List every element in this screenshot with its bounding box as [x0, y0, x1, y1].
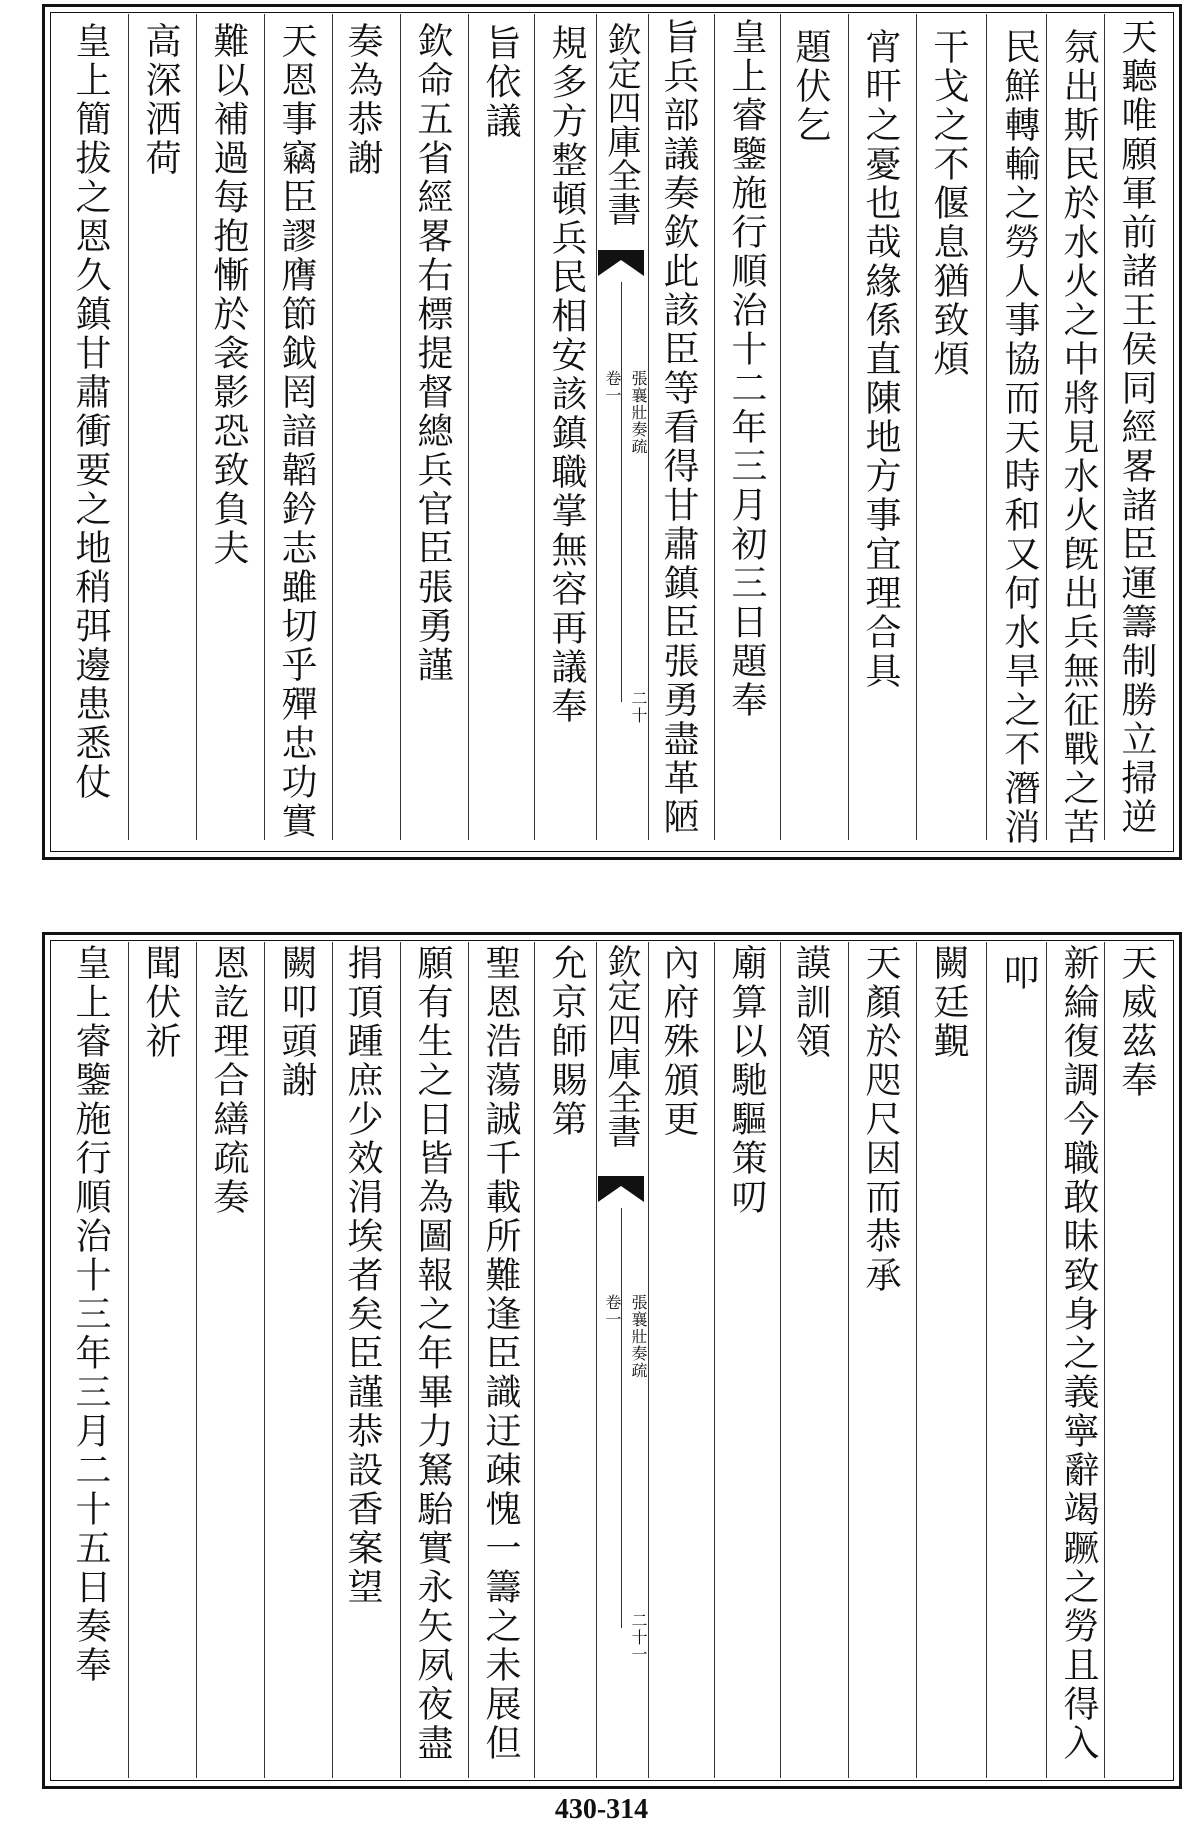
column-text: 皇上簡拔之恩久鎮甘肅衝要之地稍弭邊患悉仗 — [70, 22, 111, 802]
spine-juan-text: 卷一 — [603, 370, 622, 404]
column-rule — [468, 14, 469, 840]
column-rule — [596, 942, 597, 1778]
column-rule — [468, 942, 469, 1778]
column-text: 干戈之不偃息猶致煩 — [928, 28, 969, 379]
column-rule — [986, 942, 987, 1778]
top-column-13 — [276, 22, 317, 841]
bottom-column-7 — [726, 944, 767, 1217]
column-rule — [534, 14, 535, 840]
column-rule — [1104, 14, 1105, 840]
column-rule — [916, 942, 917, 1778]
column-rule — [848, 14, 849, 840]
column-text: 天聽唯願軍前諸王侯同經畧諸臣運籌制勝立掃逆 — [1116, 18, 1157, 837]
spine-leaf-text: 二十一 — [629, 1612, 648, 1663]
bottom-spine-title — [601, 944, 641, 1148]
top-column-6 — [790, 28, 831, 145]
column-rule — [400, 14, 401, 840]
column-rule — [714, 14, 715, 840]
bottom-column-9 — [546, 944, 587, 1139]
top-column-8 — [658, 18, 699, 837]
column-text: 規多方整頓兵民相安該鎮職掌無容再議奉 — [546, 24, 587, 726]
spine-work-text: 張襄壯奏疏 — [629, 1294, 648, 1379]
top-spine-juan — [604, 370, 620, 404]
column-rule — [264, 14, 265, 840]
column-rule — [648, 942, 649, 1778]
top-column-15 — [140, 22, 181, 178]
column-text: 廟算以馳驅策叨 — [726, 944, 767, 1217]
bottom-column-13 — [276, 944, 317, 1100]
column-rule — [596, 14, 597, 840]
column-text: 捐頂踵庶少效涓埃者矣臣謹恭設香案望 — [342, 944, 383, 1607]
top-spine-leaf — [630, 690, 646, 724]
column-text: 皇上睿鑒施行順治十二年三月初三日題奉 — [726, 18, 767, 720]
column-text: 宵旰之憂也哉緣係直陳地方事宜理合具 — [860, 28, 901, 691]
column-rule — [1046, 942, 1047, 1778]
fish-tail-mark-icon — [598, 250, 644, 276]
column-rule — [848, 942, 849, 1778]
top-column-7 — [726, 18, 767, 720]
column-text: 叩 — [998, 954, 1039, 993]
column-rule — [264, 942, 265, 1778]
bottom-column-12 — [342, 944, 383, 1607]
bottom-spine-work — [630, 1294, 646, 1379]
bottom-column-15 — [140, 944, 181, 1061]
top-column-2 — [1058, 28, 1099, 847]
column-text: 謨訓領 — [790, 944, 831, 1061]
column-rule — [648, 14, 649, 840]
column-rule — [1104, 942, 1105, 1778]
column-text: 民鮮轉輸之勞人事協而天時和又何水旱之不潛消 — [999, 28, 1040, 847]
column-text: 天恩事竊臣謬膺節鉞罔諳韜鈐志雖切乎殫忠功實 — [276, 22, 317, 841]
top-column-16 — [70, 22, 111, 802]
column-text: 闕廷覲 — [928, 944, 969, 1061]
top-column-1 — [1116, 18, 1157, 837]
top-column-12 — [342, 22, 383, 178]
column-rule — [1046, 14, 1047, 840]
fish-tail-mark-icon — [598, 1176, 644, 1202]
bottom-column-8 — [658, 944, 699, 1139]
column-text: 奏為恭謝 — [342, 22, 383, 178]
column-rule — [986, 14, 987, 840]
spine-line — [621, 1208, 622, 1628]
spine-leaf-text: 二十 — [629, 690, 648, 724]
column-text: 高深洒荷 — [140, 22, 181, 178]
column-rule — [128, 14, 129, 840]
top-column-3 — [999, 28, 1040, 847]
column-text: 內府殊頒更 — [658, 944, 699, 1139]
bottom-column-16 — [70, 944, 111, 1685]
spine-line — [621, 282, 622, 702]
column-rule — [196, 14, 197, 840]
bottom-spine-juan — [604, 1294, 620, 1328]
bottom-column-4 — [928, 944, 969, 1061]
spine-juan-text: 卷一 — [603, 1294, 622, 1328]
column-text: 願有生之日皆為圖報之年畢力駑駘實永矢夙夜盡 — [412, 944, 453, 1763]
top-column-5 — [860, 28, 901, 691]
spine-title-text: 欽定四庫全書 — [601, 22, 641, 226]
column-text: 欽命五省經畧右標提督總兵官臣張勇謹 — [412, 22, 453, 685]
column-rule — [332, 14, 333, 840]
bottom-column-6 — [790, 944, 831, 1061]
column-rule — [916, 14, 917, 840]
column-rule — [714, 942, 715, 1778]
bottom-column-2 — [1058, 944, 1099, 1763]
top-column-11 — [412, 22, 453, 685]
spine-work-text: 張襄壯奏疏 — [629, 370, 648, 455]
page-number: 430-314 — [554, 1794, 649, 1825]
column-text: 恩訖理合繕疏奏 — [208, 944, 249, 1217]
bottom-spine-leaf — [630, 1612, 646, 1663]
column-text: 皇上睿鑒施行順治十三年三月二十五日奏奉 — [70, 944, 111, 1685]
column-text: 旨兵部議奏欽此該臣等看得甘肅鎮臣張勇盡革陋 — [658, 18, 699, 837]
top-column-10 — [480, 24, 521, 141]
column-text: 氛出斯民於水火之中將見水火旣出兵無征戰之苦 — [1058, 28, 1099, 847]
column-text: 新綸復調今職敢昧致身之義寧辭竭蹶之勞且得入 — [1058, 944, 1099, 1763]
bottom-column-10 — [480, 944, 521, 1763]
spine-title-text: 欽定四庫全書 — [601, 944, 641, 1148]
top-column-9 — [546, 24, 587, 726]
bottom-column-11 — [412, 944, 453, 1763]
bottom-column-1 — [1116, 944, 1157, 1100]
top-column-14 — [208, 22, 249, 568]
column-text: 天顏於咫尺因而恭承 — [860, 944, 901, 1295]
column-text: 難以補過每抱慚於衾影恐致負夫 — [208, 22, 249, 568]
column-text: 旨依議 — [480, 24, 521, 141]
column-rule — [196, 942, 197, 1778]
column-rule — [534, 942, 535, 1778]
column-text: 允京師賜第 — [546, 944, 587, 1139]
bottom-column-3 — [998, 954, 1039, 993]
column-text: 聖恩浩蕩誠千載所難逢臣識迂疎愧一籌之未展但 — [480, 944, 521, 1763]
top-spine-work — [630, 370, 646, 455]
column-text: 題伏乞 — [790, 28, 831, 145]
column-text: 天威茲奉 — [1116, 944, 1157, 1100]
column-text: 聞伏祈 — [140, 944, 181, 1061]
bottom-column-5 — [860, 944, 901, 1295]
top-spine-title — [601, 22, 641, 226]
bottom-column-14 — [208, 944, 249, 1217]
column-rule — [332, 942, 333, 1778]
column-rule — [780, 942, 781, 1778]
column-rule — [400, 942, 401, 1778]
column-rule — [128, 942, 129, 1778]
top-column-4 — [928, 28, 969, 379]
column-text: 闕叩頭謝 — [276, 944, 317, 1100]
column-rule — [780, 14, 781, 840]
